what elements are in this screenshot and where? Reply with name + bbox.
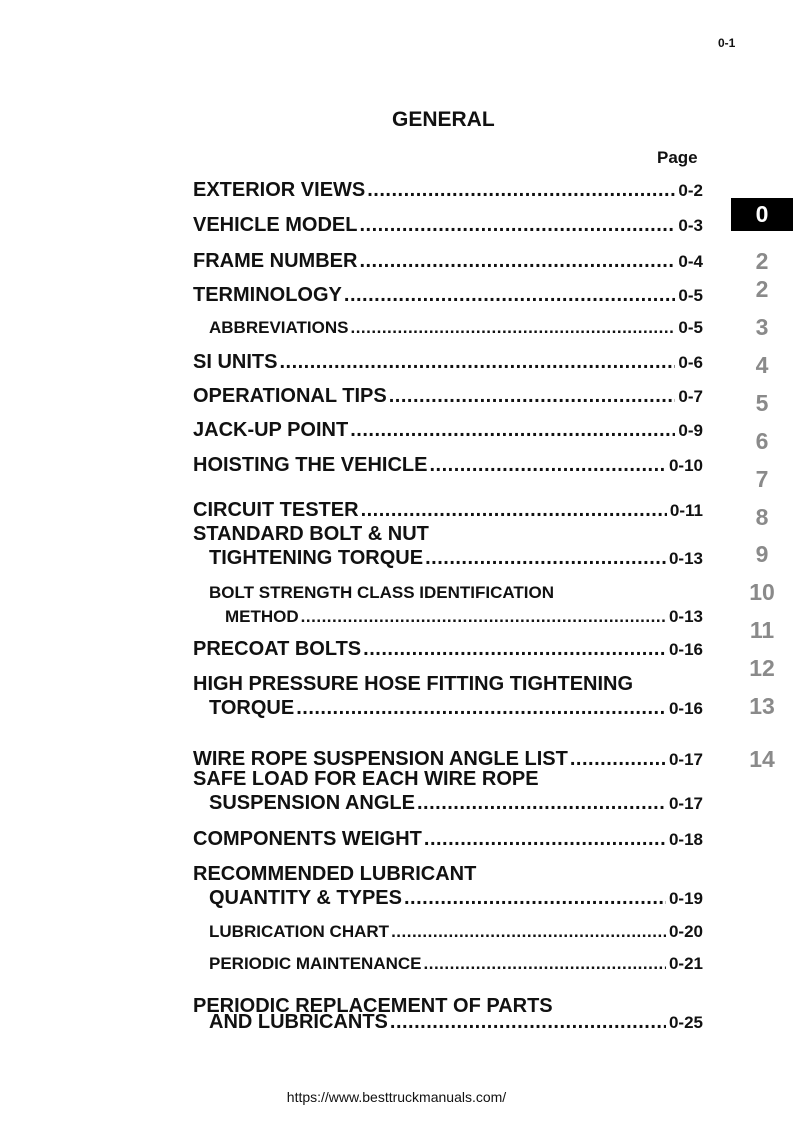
section-tab[interactable]: 13 [749, 693, 775, 719]
page-number: 0-1 [718, 36, 736, 50]
toc-entry-page: 0-11 [669, 501, 703, 520]
toc-entry-page: 0-16 [668, 640, 703, 659]
dot-leader [361, 498, 667, 522]
dot-leader [296, 696, 666, 720]
toc-entry-label: VEHICLE MODEL [193, 214, 358, 236]
toc-entry-label: FRAME NUMBER [193, 250, 358, 272]
toc-entry-page: 0-9 [678, 421, 703, 440]
toc-entry-exterior-views[interactable] [193, 178, 703, 203]
toc-entry-label: JACK-UP POINT [193, 419, 349, 441]
section-tab[interactable]: 9 [755, 541, 769, 567]
toc-entry-page: 0-13 [668, 549, 703, 568]
section-tab[interactable]: 8 [755, 504, 769, 530]
toc-entry-page: 0-6 [678, 353, 703, 372]
dot-leader [301, 605, 666, 629]
toc-entry-periodic-replacement[interactable] [193, 994, 703, 1035]
toc-entry-label: STANDARD BOLT & NUT [193, 523, 429, 545]
section-tab[interactable]: 3 [755, 314, 769, 340]
dot-leader [359, 213, 675, 237]
toc-entry-page: 0-2 [678, 181, 703, 200]
dot-leader [424, 952, 666, 976]
toc-entry-page: 0-17 [668, 750, 703, 769]
toc-entry-recommended-lubricant[interactable] [193, 862, 703, 911]
section-tab[interactable]: 11 [749, 617, 775, 643]
toc-entry-label: EXTERIOR VIEWS [193, 179, 366, 201]
dot-leader [344, 283, 676, 307]
dot-leader [390, 1010, 666, 1034]
toc-entry-standard-bolt-nut-torque[interactable] [193, 522, 703, 571]
toc-entry-page: 0-18 [668, 830, 703, 849]
toc-entry-precoat-bolts[interactable] [193, 637, 703, 662]
toc-entry-circuit-tester[interactable] [193, 498, 703, 523]
toc-entry-page: 0-10 [668, 456, 703, 475]
toc-entry-page: 0-4 [678, 252, 703, 271]
toc-entry-label: SI UNITS [193, 351, 278, 373]
toc-entry-label: QUANTITY & TYPES [209, 887, 402, 909]
toc-entry-terminology[interactable] [193, 283, 703, 308]
dot-leader [359, 249, 675, 273]
section-tab[interactable]: 10 [749, 579, 775, 605]
toc-entry-label: TERMINOLOGY [193, 284, 342, 306]
toc-entry-label: SAFE LOAD FOR EACH WIRE ROPE [193, 768, 539, 790]
toc-entry-label: COMPONENTS WEIGHT [193, 828, 422, 850]
toc-entry-label: HOISTING THE VEHICLE [193, 454, 428, 476]
dot-leader [367, 178, 675, 202]
page-title: GENERAL [392, 108, 495, 131]
toc-entry-abbreviations[interactable] [193, 316, 703, 340]
toc-entry-jack-up-point[interactable] [193, 418, 703, 443]
toc-entry-page: 0-16 [668, 699, 703, 718]
toc-entry-label: PRECOAT BOLTS [193, 638, 362, 660]
toc-entry-page: 0-20 [668, 922, 703, 941]
toc-entry-label: METHOD [225, 607, 299, 626]
dot-leader [404, 886, 666, 910]
page-column-label: Page [657, 148, 698, 167]
toc-entry-label: PERIODIC MAINTENANCE [209, 954, 422, 973]
dot-leader [350, 316, 675, 340]
toc-entry-operational-tips[interactable] [193, 384, 703, 409]
toc-entry-hoisting-the-vehicle[interactable] [193, 453, 703, 478]
toc-entry-si-units[interactable] [193, 350, 703, 375]
toc-entry-label: PERIODIC REPLACEMENT OF PARTS [193, 995, 553, 1017]
toc-entry-lubrication-chart[interactable] [193, 920, 703, 944]
dot-leader [424, 827, 666, 851]
dot-leader [350, 418, 675, 442]
toc-entry-page: 0-13 [668, 607, 703, 626]
dot-leader [417, 791, 666, 815]
dot-leader [391, 920, 666, 944]
toc-entry-label: LUBRICATION CHART [209, 922, 390, 941]
toc-entry-page: 0-5 [678, 318, 703, 337]
toc-entry-page: 0-5 [678, 286, 703, 305]
toc-entry-label: OPERATIONAL TIPS [193, 385, 387, 407]
toc-entry-page: 0-17 [668, 794, 703, 813]
toc-entry-page: 0-7 [678, 387, 703, 406]
toc-entry-components-weight[interactable] [193, 827, 703, 852]
toc-entry-page: 0-3 [678, 216, 703, 235]
toc-entry-high-pressure-hose[interactable] [193, 672, 703, 721]
section-tab[interactable]: 12 [749, 655, 775, 681]
section-tab[interactable]: 7 [755, 466, 769, 492]
section-tab[interactable]: 0 [731, 198, 793, 231]
dot-leader [425, 546, 666, 570]
toc-entry-label: TIGHTENING TORQUE [209, 547, 424, 569]
section-tab[interactable]: 2 [755, 276, 769, 302]
section-tab[interactable]: 14 [749, 746, 775, 772]
section-tab[interactable]: 6 [755, 428, 769, 454]
toc-entry-page: 0-19 [668, 889, 703, 908]
toc-entry-label: BOLT STRENGTH CLASS IDENTIFICATION [209, 583, 555, 602]
section-tab[interactable]: 4 [755, 352, 769, 378]
toc-entry-label: WIRE ROPE SUSPENSION ANGLE LIST [193, 748, 568, 770]
toc-entry-safe-load-wire-rope[interactable] [193, 767, 703, 816]
footer-url[interactable]: https://www.besttruckmanuals.com/ [286, 1089, 507, 1105]
section-tab[interactable]: 2 [755, 248, 769, 274]
dot-leader [429, 453, 666, 477]
toc-entry-periodic-maintenance[interactable] [193, 952, 703, 976]
dot-leader [279, 350, 675, 374]
toc-entry-label: ABBREVIATIONS [209, 318, 349, 337]
toc-entry-bolt-strength-class[interactable] [193, 581, 703, 629]
toc-entry-label: RECOMMENDED LUBRICANT [193, 863, 477, 885]
toc-entry-label: HIGH PRESSURE HOSE FITTING TIGHTENING [193, 673, 634, 695]
toc-entry-label: AND LUBRICANTS [209, 1011, 388, 1033]
toc-entry-label: SUSPENSION ANGLE [209, 792, 415, 814]
toc-entry-label: CIRCUIT TESTER [193, 499, 359, 521]
toc-entry-page: 0-25 [668, 1013, 703, 1032]
toc-entry-vehicle-model[interactable] [193, 213, 703, 238]
dot-leader [389, 384, 676, 408]
toc-entry-label: TORQUE [209, 697, 295, 719]
toc-entry-frame-number[interactable] [193, 249, 703, 274]
dot-leader [363, 637, 666, 661]
section-tab[interactable]: 5 [755, 390, 769, 416]
toc-entry-page: 0-21 [668, 954, 703, 973]
